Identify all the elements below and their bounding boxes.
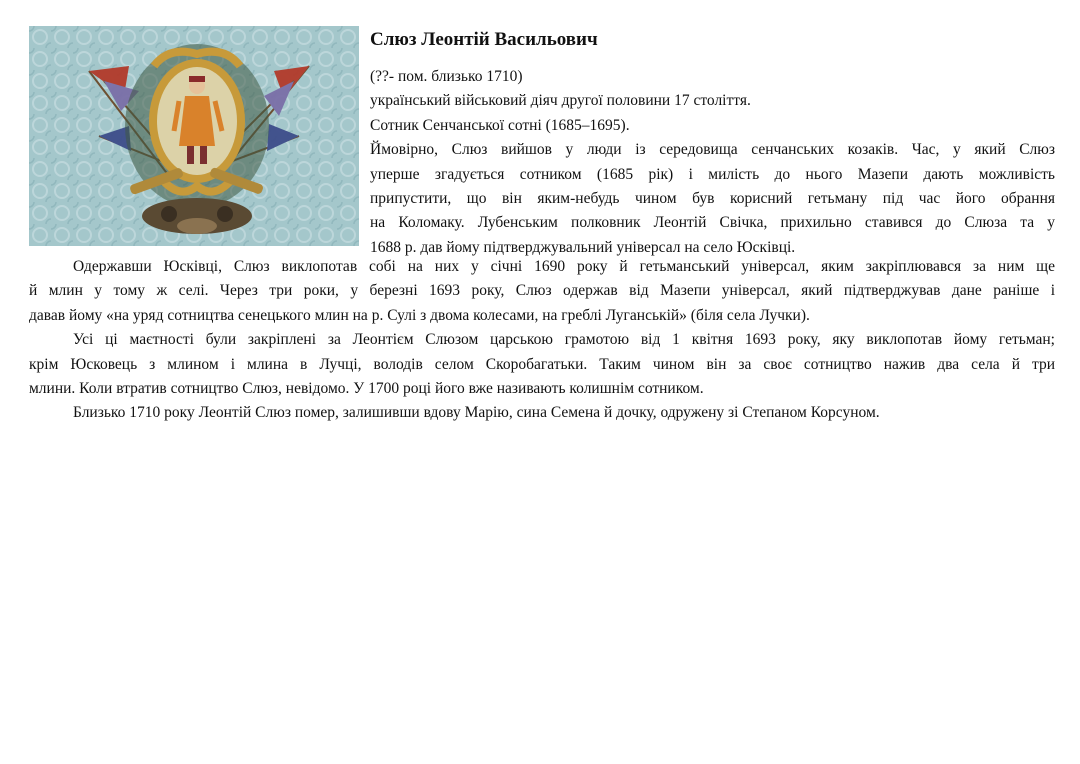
paragraph-line: Усі ці маєтності були закріплені за Леонтієм Слюзом царською грамотою від 1 квітня 1693 року, яку виклопотав йому гетьман;	[73, 331, 1055, 349]
intro-paragraph-line: уперше згадується сотником (1685 рік) і милість до нього Мазепи дають можливість	[370, 165, 1055, 183]
role-line: український військовий діяч другої половини 17 століття.	[370, 92, 751, 110]
paragraph-line: крім Юсковець з млином і млина в Лучці, володів селом Скоробагатьки. Таким чином він за своє сотництво нажив два села й три	[29, 355, 1055, 373]
paragraph-line: Близько 1710 року Леонтій Слюз помер, залишивши вдову Марію, сина Семена й дочку, одружену зі Степаном Корсуном.	[73, 404, 880, 422]
intro-paragraph-line: припустити, що він яким-небудь чином був корисний гетьману під час його обрання	[370, 190, 1055, 208]
body-text	[29, 255, 1055, 426]
post-line: Сотник Сенчанської сотні (1685–1695).	[370, 116, 630, 134]
intro-paragraph-line: Ймовірно, Слюз вийшов у люди із середовища сенчанських козаків. Час, у який Слюз	[370, 141, 1055, 159]
life-dates: (??- пом. близько 1710)	[370, 68, 523, 85]
intro-paragraph-line: 1688 р. дав йому підтверджувальний універсал на село Юсківці.	[370, 238, 796, 256]
cossack-banner-illustration	[29, 26, 359, 246]
paragraph-line: млини. Коли втратив сотництво Слюз, невідомо. У 1700 році його вже називають колишнім сотником.	[29, 380, 704, 398]
paragraph-line: Одержавши Юсківці, Слюз виклопотав собі на них у січні 1690 року й гетьманський універсал, яким закріплювався за ним ще	[73, 258, 1055, 275]
banner-image	[29, 26, 359, 246]
page-title: Слюз Леонтій Васильович	[370, 29, 598, 50]
intro-block	[370, 65, 1055, 260]
paragraph-line: давав йому «на уряд сотництва сенецького млин на р. Сулі з двома колесами, на греблі Луганській» (біля села Лучки).	[29, 306, 810, 324]
intro-paragraph-line: на Коломаку. Лубенським полковник Леонтій Свічка, прихильно ставився до Слюза та у	[370, 214, 1055, 232]
paragraph-line: й млин у тому ж селі. Через три роки, у березні 1693 року, Слюз одержав від Мазепи універсал, який підтверджував дане раніше і	[29, 282, 1055, 300]
